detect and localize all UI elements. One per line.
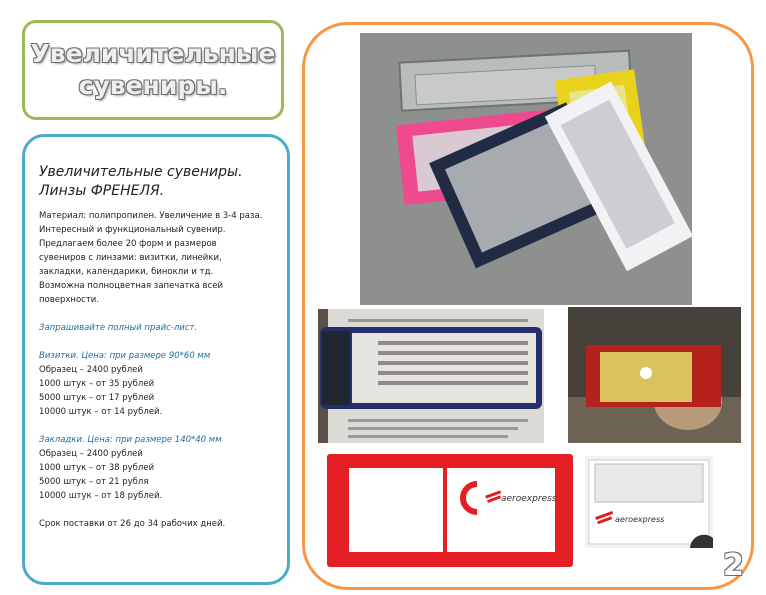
description-line: Предлагаем более 20 форм и размеров: [39, 239, 217, 249]
cards-heading: Визитки. Цена: при размере 90*60 мм: [39, 351, 211, 361]
heading-souvenirs: Увеличительные сувениры.: [39, 164, 243, 180]
price-line: 1000 штук – от 35 рублей: [39, 379, 155, 389]
title-line-1: Увеличительные: [30, 39, 276, 68]
description-line: Интересный и функциональный сувенир.: [39, 225, 226, 235]
price-line: 1000 штук – от 38 рублей: [39, 463, 155, 473]
page-title: [31, 38, 276, 102]
description-line: Возможна полноцветная запечатка всей: [39, 281, 223, 291]
white-card-illustration: [585, 456, 713, 548]
cards-pricing: [39, 349, 275, 419]
description-line: закладки, календарики, бинокли и тд.: [39, 267, 214, 277]
magnifiers-illustration: [360, 33, 692, 305]
photo-magnifiers-assortment: [360, 33, 692, 305]
price-line: Образец – 2400 рублей: [39, 365, 143, 375]
description-line: Материал: полипропилен. Увеличение в 3-4 раза.: [39, 211, 263, 221]
description-line: поверхности.: [39, 295, 100, 305]
page-number: 2: [723, 548, 744, 583]
description-line: сувениров с линзами: визитки, линейки,: [39, 253, 222, 263]
aeroexpress-logo-text: aeroexpress: [501, 494, 557, 504]
photo-aeroexpress-red-card: [327, 454, 573, 567]
photo-aeroexpress-white-card: [585, 456, 713, 548]
bookmarks-heading: Закладки. Цена: при размере 140*40 мм: [39, 435, 222, 445]
price-list-prompt: Запрашивайте полный прайс-лист.: [39, 323, 198, 333]
description: [39, 209, 275, 307]
book-illustration: [318, 309, 544, 443]
price-line: 5000 штук – от 17 рублей: [39, 393, 155, 403]
red-card-illustration: [327, 454, 573, 567]
title-box: [22, 20, 284, 120]
price-line: Образец – 2400 рублей: [39, 449, 143, 459]
light-card-illustration: [568, 307, 741, 443]
aeroexpress-logo-text-2: aeroexpress: [615, 515, 665, 524]
bookmarks-pricing: [39, 433, 275, 503]
info-panel: [22, 134, 290, 585]
price-line: 10000 штук – от 14 рублей.: [39, 407, 163, 417]
delivery-terms: Срок поставки от 26 до 34 рабочих дней.: [39, 519, 226, 529]
title-line-2: сувениры.: [78, 71, 228, 100]
price-line: 10000 штук – от 18 рублей.: [39, 491, 163, 501]
photo-magnifier-on-book: [318, 309, 544, 443]
heading-fresnel: Линзы ФРЕНЕЛЯ.: [39, 183, 165, 199]
price-line: 5000 штук – от 21 рубля: [39, 477, 149, 487]
photo-magnifier-with-light: [568, 307, 741, 443]
